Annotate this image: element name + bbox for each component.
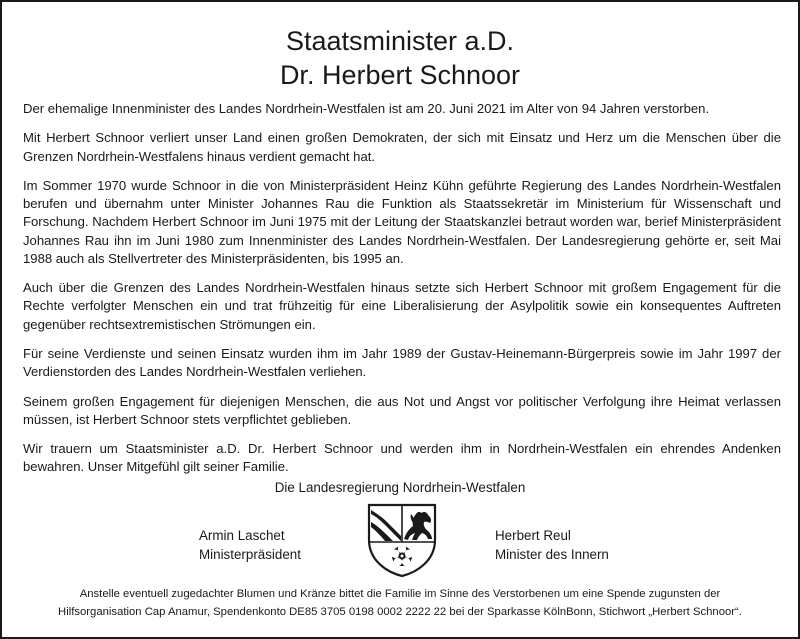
signatory-role: Minister des Innern [495, 547, 609, 562]
donation-note-line: Hilfsorganisation Cap Anamur, Spendenkonto DE85 3705 0198 0002 2222 22 bei der Sparkasse KölnBonn, Stichwort „Herbert Schnoor“. [58, 606, 742, 618]
signatory-role: Ministerpräsident [199, 547, 301, 562]
signatory-name: Herbert Reul [495, 528, 571, 543]
paragraph: Für seine Verdienste und seinen Einsatz wurden ihm im Jahr 1989 der Gustav-Heinemann-Bürgerpreis sowie im Jahr 1997 der Verdienstorden des Landes Nordrhein-Westfalen verliehen. [23, 345, 781, 380]
title-name: Dr. Herbert Schnoor [279, 60, 521, 90]
paragraph: Wir trauern um Staatsminister a.D. Dr. Herbert Schnoor und werden ihm in Nordrhein-Westfalen ein ehrendes Andenken bewahren. Unser Mitgefühl gilt seiner Familie. [23, 441, 781, 475]
signatory-right [495, 526, 609, 564]
signatory-left [199, 526, 301, 564]
donation-note-line: Anstelle eventuell zugedachter Blumen und Kränze bittet die Familie im Sinne des Verstorbenen um eine Spende zugunsten der [79, 588, 721, 600]
paragraph: Auch über die Grenzen des Landes Nordrhein-Westfalen hinaus setzte sich Herbert Schnoor mit großem Engagement für die Rechte verfolgter Menschen ein und trat frühzeitig für eine Liberalisierung der Asylpolitik sowie ein konsequentes Auftreten gegenüber rechtsextremistischen Strömungen ein. [23, 280, 781, 332]
paragraph: Mit Herbert Schnoor verliert unser Land einen großen Demokraten, der sich mit Einsatz und Herz um die Menschen über die Grenzen Nordrhein-Westfalens hinaus verdient gemacht hat. [23, 130, 781, 164]
nrw-coat-of-arms-icon [366, 502, 438, 578]
government-signature: Die Landesregierung Nordrhein-Westfalen [274, 480, 526, 495]
signatory-name: Armin Laschet [199, 528, 285, 543]
donation-note [2, 585, 798, 621]
title-rank: Staatsminister a.D. [285, 26, 515, 56]
notice-body [23, 100, 781, 488]
notice-title [2, 24, 798, 92]
paragraph: Im Sommer 1970 wurde Schnoor in die von Ministerpräsident Heinz Kühn geführte Regierung des Landes Nordrhein-Westfalen berufen und übernahm unter Minister Johannes Rau die Funktion als Staatssekretär im Ministerium für Wissenschaft und Forschung. Nachdem Herbert Schnoor im Juni 1975 mit der Leitung der Staatskanzlei betraut worden war, berief Ministerpräsident Johannes Rau ihn im Juni 1980 zum Innenminister des Landes Nordrhein-Westfalen. Der Landesregierung gehörte er, seit Mai 1988 auch als Stellvertreter des Ministerpräsidenten, bis 1995 an. [23, 177, 781, 266]
paragraph: Seinem großen Engagement für diejenigen Menschen, die aus Not und Angst vor politischer Verfolgung ihre Heimat verlassen müssen, ist Herbert Schnoor stets verpflichtet geblieben. [23, 393, 781, 427]
paragraph: Der ehemalige Innenminister des Landes Nordrhein-Westfalen ist am 20. Juni 2021 im Alter von 94 Jahren verstorben. [23, 101, 710, 116]
